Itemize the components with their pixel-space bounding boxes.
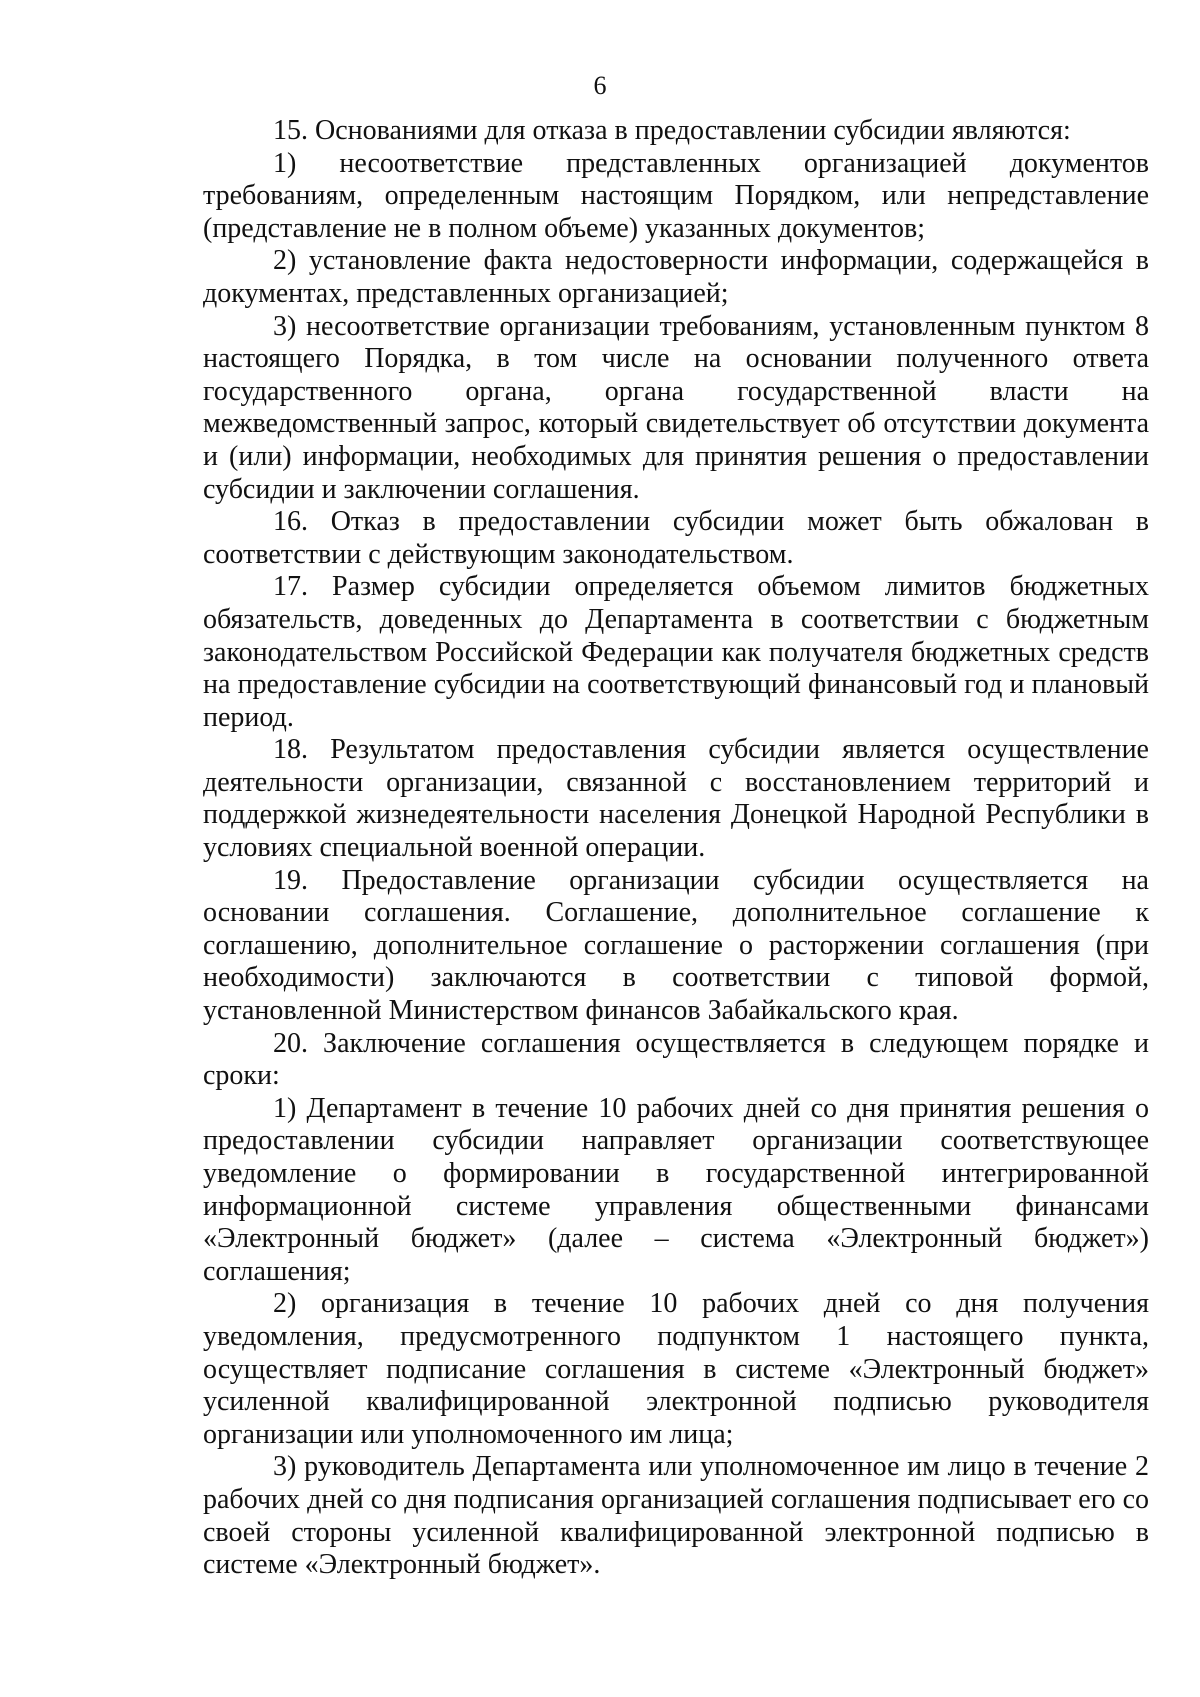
paragraph-20-item-2: 2) организация в течение 10 рабочих дней со дня получения уведомления, предусмотренного подпунктом 1 настоящего пункта, осуществляет подписание соглашения в системе «Электронный бюджет» усиленной квалифицированной электронной подписью руководителя организации или уполномоченного им лица; xyxy=(203,1288,1149,1450)
paragraph-15-item-2: 2) установление факта недостоверности информации, содержащейся в документах, представленных организацией; xyxy=(203,245,1149,309)
paragraph-20-item-3: 3) руководитель Департамента или уполномоченное им лицо в течение 2 рабочих дней со дня подписания организацией соглашения подписывает его со своей стороны усиленной квалифицированной электронной подписью в системе «Электронный бюджет». xyxy=(203,1451,1149,1581)
paragraph-17: 17. Размер субсидии определяется объемом лимитов бюджетных обязательств, доведенных до Департамента в соответствии с бюджетным законодательством Российской Федерации как получателя бюджетных средств на предоставление субсидии на соответствующий финансовый год и плановый период. xyxy=(203,571,1149,733)
paragraph-15-item-1: 1) несоответствие представленных организацией документов требованиям, определенным настоящим Порядком, или непредставление (представление не в полном объеме) указанных документов; xyxy=(203,147,1149,244)
paragraph-16: 16. Отказ в предоставлении субсидии может быть обжалован в соответствии с действующим законодательством. xyxy=(203,506,1149,570)
paragraph-15: 15. Основаниями для отказа в предоставлении субсидии являются: xyxy=(273,115,1071,146)
paragraph-15-item-3: 3) несоответствие организации требованиям, установленным пунктом 8 настоящего Порядка, в том числе на основании полученного ответа государственного органа, органа государственной власти на межведомственный запрос, который свидетельствует об отсутствии документа и (или) информации, необходимых для принятия решения о предоставлении субсидии и заключении соглашения. xyxy=(203,310,1149,505)
paragraph-20-item-1: 1) Департамент в течение 10 рабочих дней со дня принятия решения о предоставлении субсидии направляет организации соответствующее уведомление о формировании в государственной интегрированной информационной системе управления общественными финансами «Электронный бюджет» (далее – система «Электронный бюджет») соглашения; xyxy=(203,1092,1149,1287)
paragraph-19: 19. Предоставление организации субсидии осуществляется на основании соглашения. Соглашение, дополнительное соглашение к соглашению, дополнительное соглашение о расторжении соглашения (при необходимости) заключаются в соответствии с типовой формой, установленной Министерством финансов Забайкальского края. xyxy=(203,864,1149,1027)
document-body xyxy=(203,115,1149,1582)
paragraph-20: 20. Заключение соглашения осуществляется в следующем порядке и сроки: xyxy=(203,1027,1149,1092)
page-number: 6 xyxy=(593,71,607,100)
paragraph-18: 18. Результатом предоставления субсидии является осуществление деятельности организации, связанной с восстановлением территорий и поддержкой жизнедеятельности населения Донецкой Народной Республики в условиях специальной военной операции. xyxy=(203,734,1149,864)
